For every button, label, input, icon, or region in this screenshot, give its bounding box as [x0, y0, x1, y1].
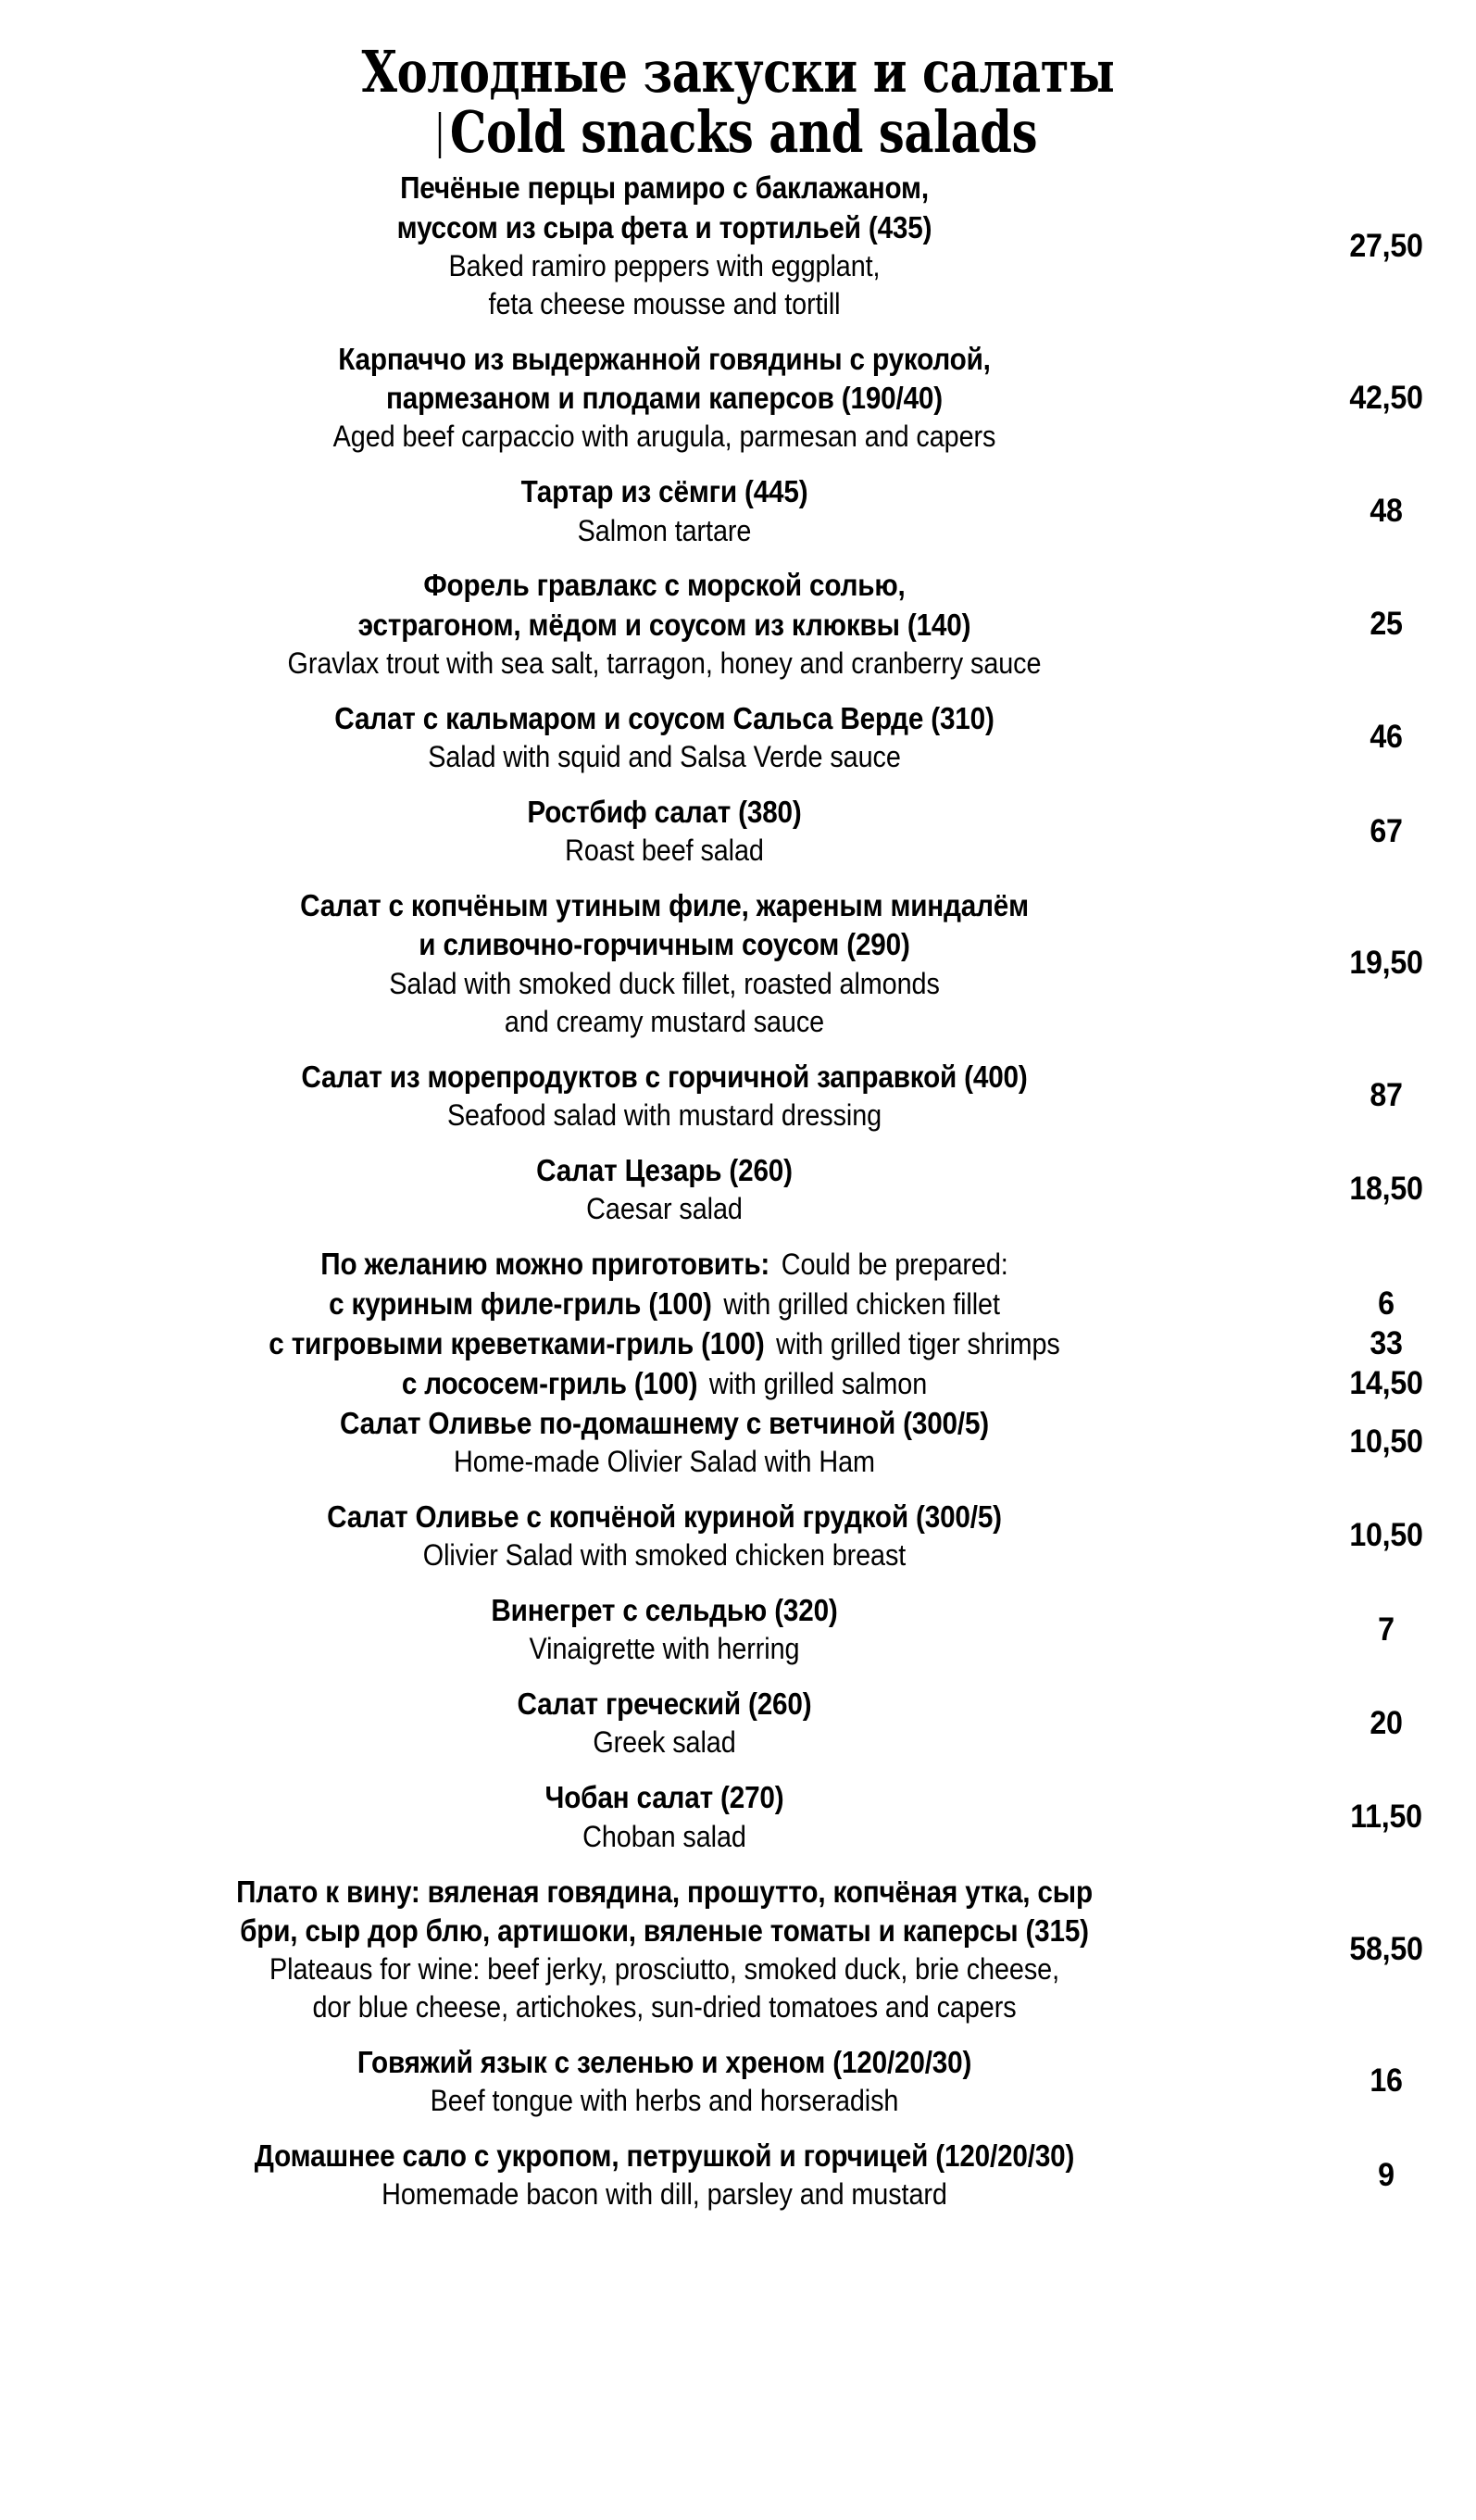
menu-item	[0, 1778, 1476, 1855]
addon-option-text	[0, 1364, 1296, 1404]
menu-item-name-en: Choban salad	[582, 1819, 746, 1853]
menu-item	[0, 1058, 1476, 1135]
addon-option-row	[0, 1324, 1476, 1364]
addon-heading-ru: По желанию можно приготовить:	[320, 1247, 770, 1281]
page-title	[0, 0, 1476, 167]
addon-heading-line	[95, 1245, 1233, 1285]
addon-heading-row	[0, 1245, 1476, 1285]
menu-item-text	[0, 1591, 1296, 1668]
menu-item-name-ru: Карпаччо из выдержанной говядины с руколой,	[338, 341, 991, 376]
menu-item	[0, 1151, 1476, 1228]
menu-item	[0, 472, 1476, 549]
menu-item-name-ru: Тартар из сёмги (445)	[520, 474, 808, 509]
menu-item-name-en: Caesar salad	[586, 1192, 743, 1226]
menu-item-price: 10,50	[1349, 1517, 1423, 1554]
menu-item-name-ru: муссом из сыра фета и тортильей (435)	[396, 209, 932, 244]
addon-heading-en: Could be prepared:	[781, 1247, 1008, 1281]
menu-item-name-en: Beef tongue with herbs and horseradish	[430, 2084, 899, 2118]
menu-item	[0, 793, 1476, 870]
menu-item	[0, 1591, 1476, 1668]
menu-item-price: 20	[1370, 1704, 1403, 1741]
page-title-english-wrap	[147, 98, 1328, 167]
menu-item-price: 9	[1378, 2156, 1395, 2193]
menu-item	[0, 1404, 1476, 1481]
menu-item-name-ru: Плато к вину: вяленая говядина, прошутто, копчёная утка, сыр	[236, 1874, 1093, 1909]
menu-item-text	[0, 793, 1296, 870]
menu-item-price: 67	[1370, 812, 1403, 849]
addon-option-line	[95, 1364, 1233, 1404]
addon-option-en: with grilled tiger shrimps	[776, 1326, 1060, 1360]
addon-option-price: 6	[1378, 1285, 1395, 1323]
page-title-russian: Холодные закуски и салаты	[361, 38, 1115, 106]
menu-item-name-ru: Салат Цезарь (260)	[536, 1152, 793, 1187]
menu-item-list	[0, 169, 1476, 2213]
menu-item-name-en: dor blue cheese, artichokes, sun-dried tomatoes and capers	[312, 1989, 1017, 2024]
menu-item	[0, 1498, 1476, 1574]
menu-item	[0, 566, 1476, 682]
menu-item-text	[0, 1058, 1296, 1135]
menu-item-name-ru: Ростбиф салат (380)	[527, 795, 802, 830]
menu-item-price: 42,50	[1349, 379, 1423, 416]
menu-item-name-en: Salad with smoked duck fillet, roasted almonds	[389, 966, 940, 1000]
addon-option-row	[0, 1364, 1476, 1404]
page-title-english: Cold snacks and salads	[449, 98, 1038, 167]
menu-item-name-ru: Говяжий язык с зеленью и хреном (120/20/30)	[356, 2044, 972, 2079]
menu-item-text	[0, 1498, 1296, 1574]
addon-option-line	[95, 1324, 1233, 1364]
menu-item-name-ru: Печёные перцы рамиро с баклажаном,	[400, 170, 929, 206]
menu-item-price: 27,50	[1349, 227, 1423, 264]
menu-item-name-en: Baked ramiro peppers with eggplant,	[448, 248, 881, 282]
menu-item-price: 19,50	[1349, 945, 1423, 982]
addon-heading-text	[0, 1245, 1296, 1285]
menu-item-name-ru: Салат с копчёным утиным филе, жареным миндалём	[300, 888, 1029, 923]
menu-item-price: 18,50	[1349, 1171, 1423, 1208]
menu-item-name-en: and creamy mustard sauce	[504, 1004, 825, 1038]
menu-item	[0, 699, 1476, 776]
addon-option-ru: с куриным филе-гриль (100)	[329, 1285, 712, 1321]
menu-item-name-ru: Винегрет с сельдью (320)	[491, 1592, 838, 1627]
menu-item-name-en: Aged beef carpaccio with arugula, parmesan and capers	[332, 420, 996, 454]
menu-item-text	[0, 1151, 1296, 1228]
menu-item-text	[0, 699, 1296, 776]
menu-item-price: 87	[1370, 1077, 1403, 1114]
menu-item-name-ru: Домашнее сало с укропом, петрушкой и горчицей (120/20/30)	[254, 2138, 1075, 2174]
addon-option-row	[0, 1285, 1476, 1324]
addon-option-text	[0, 1324, 1296, 1364]
title-separator-bar	[439, 112, 441, 158]
menu-item-text	[0, 1873, 1296, 2026]
menu-item-name-en: Plateaus for wine: beef jerky, prosciutto, smoked duck, brie cheese,	[269, 1951, 1059, 1986]
menu-item-text	[0, 1778, 1296, 1855]
menu-item-name-ru: Салат из морепродуктов с горчичной заправкой (400)	[301, 1059, 1028, 1094]
menu-item-name-ru: пармезаном и плодами каперсов (190/40)	[386, 381, 943, 416]
menu-item	[0, 169, 1476, 322]
menu-item-name-ru: Салат с кальмаром и соусом Сальса Верде (310)	[334, 700, 994, 735]
menu-item-name-en: Salad with squid and Salsa Verde sauce	[428, 740, 901, 774]
addon-option-en: with grilled chicken fillet	[723, 1286, 1000, 1321]
menu-item	[0, 886, 1476, 1040]
menu-item-price: 7	[1378, 1611, 1395, 1648]
menu-item-name-ru: Чобан салат (270)	[544, 1780, 784, 1815]
menu-item-text	[0, 169, 1296, 322]
menu-item-price: 46	[1370, 719, 1403, 756]
addon-option-text	[0, 1285, 1296, 1324]
menu-item-name-ru: эстрагоном, мёдом и соусом из клюквы (140)	[357, 607, 971, 642]
menu-item-price: 58,50	[1349, 1930, 1423, 1967]
menu-item-text	[0, 2043, 1296, 2120]
menu-item-name-en: Vinaigrette with herring	[529, 1632, 800, 1666]
menu-item-name-en: Greek salad	[593, 1725, 736, 1760]
addon-option-en: with grilled salmon	[708, 1366, 928, 1400]
menu-item-price: 16	[1370, 2062, 1403, 2100]
menu-item-text	[0, 1685, 1296, 1761]
menu-item-name-en: Home-made Olivier Salad with Ham	[454, 1444, 875, 1478]
menu-item-name-en: feta cheese mousse and tortill	[488, 286, 841, 320]
menu-item-text	[0, 1404, 1296, 1481]
menu-item-name-ru: бри, сыр дор блю, артишоки, вяленые томаты и каперсы (315)	[240, 1912, 1089, 1948]
menu-item-text	[0, 2137, 1296, 2213]
menu-item-text	[0, 472, 1296, 549]
menu-item-price: 48	[1370, 492, 1403, 529]
addon-option-line	[95, 1285, 1233, 1324]
menu-item	[0, 2043, 1476, 2120]
menu-item-name-en: Seafood salad with mustard dressing	[446, 1097, 882, 1132]
menu-item-name-ru: и сливочно-горчичным соусом (290)	[419, 927, 910, 962]
menu-item-name-en: Roast beef salad	[565, 834, 764, 868]
menu-item-price: 11,50	[1350, 1798, 1422, 1835]
menu-item-price: 25	[1370, 606, 1403, 643]
addon-option-ru: с лососем-гриль (100)	[401, 1365, 698, 1400]
menu-item	[0, 340, 1476, 456]
addon-option-price: 33	[1370, 1325, 1403, 1362]
menu-item-name-en: Salmon tartare	[577, 513, 752, 547]
menu-item-name-ru: Салат греческий (260)	[517, 1686, 812, 1722]
menu-item-text	[0, 566, 1296, 682]
menu-item-text	[0, 340, 1296, 456]
menu-item-name-ru: Салат Оливье с копчёной куриной грудкой (300/5)	[327, 1498, 1002, 1534]
addon-option-ru: с тигровыми креветками-гриль (100)	[269, 1325, 765, 1360]
menu-item	[0, 2137, 1476, 2213]
menu-item-name-ru: Форель гравлакс с морской солью,	[423, 568, 906, 603]
menu-item	[0, 1685, 1476, 1761]
caesar-addon-group	[0, 1245, 1476, 1404]
menu-item-price: 10,50	[1349, 1423, 1423, 1461]
addon-option-price: 14,50	[1349, 1365, 1423, 1402]
menu-item-text	[0, 886, 1296, 1040]
menu-item-name-ru: Салат Оливье по-домашнему с ветчиной (300/5)	[339, 1405, 990, 1440]
menu-item-name-en: Gravlax trout with sea salt, tarragon, honey and cranberry sauce	[287, 646, 1042, 680]
menu-item	[0, 1873, 1476, 2026]
menu-item-name-en: Olivier Salad with smoked chicken breast	[422, 1537, 907, 1572]
menu-item-name-en: Homemade bacon with dill, parsley and mustard	[382, 2177, 947, 2212]
